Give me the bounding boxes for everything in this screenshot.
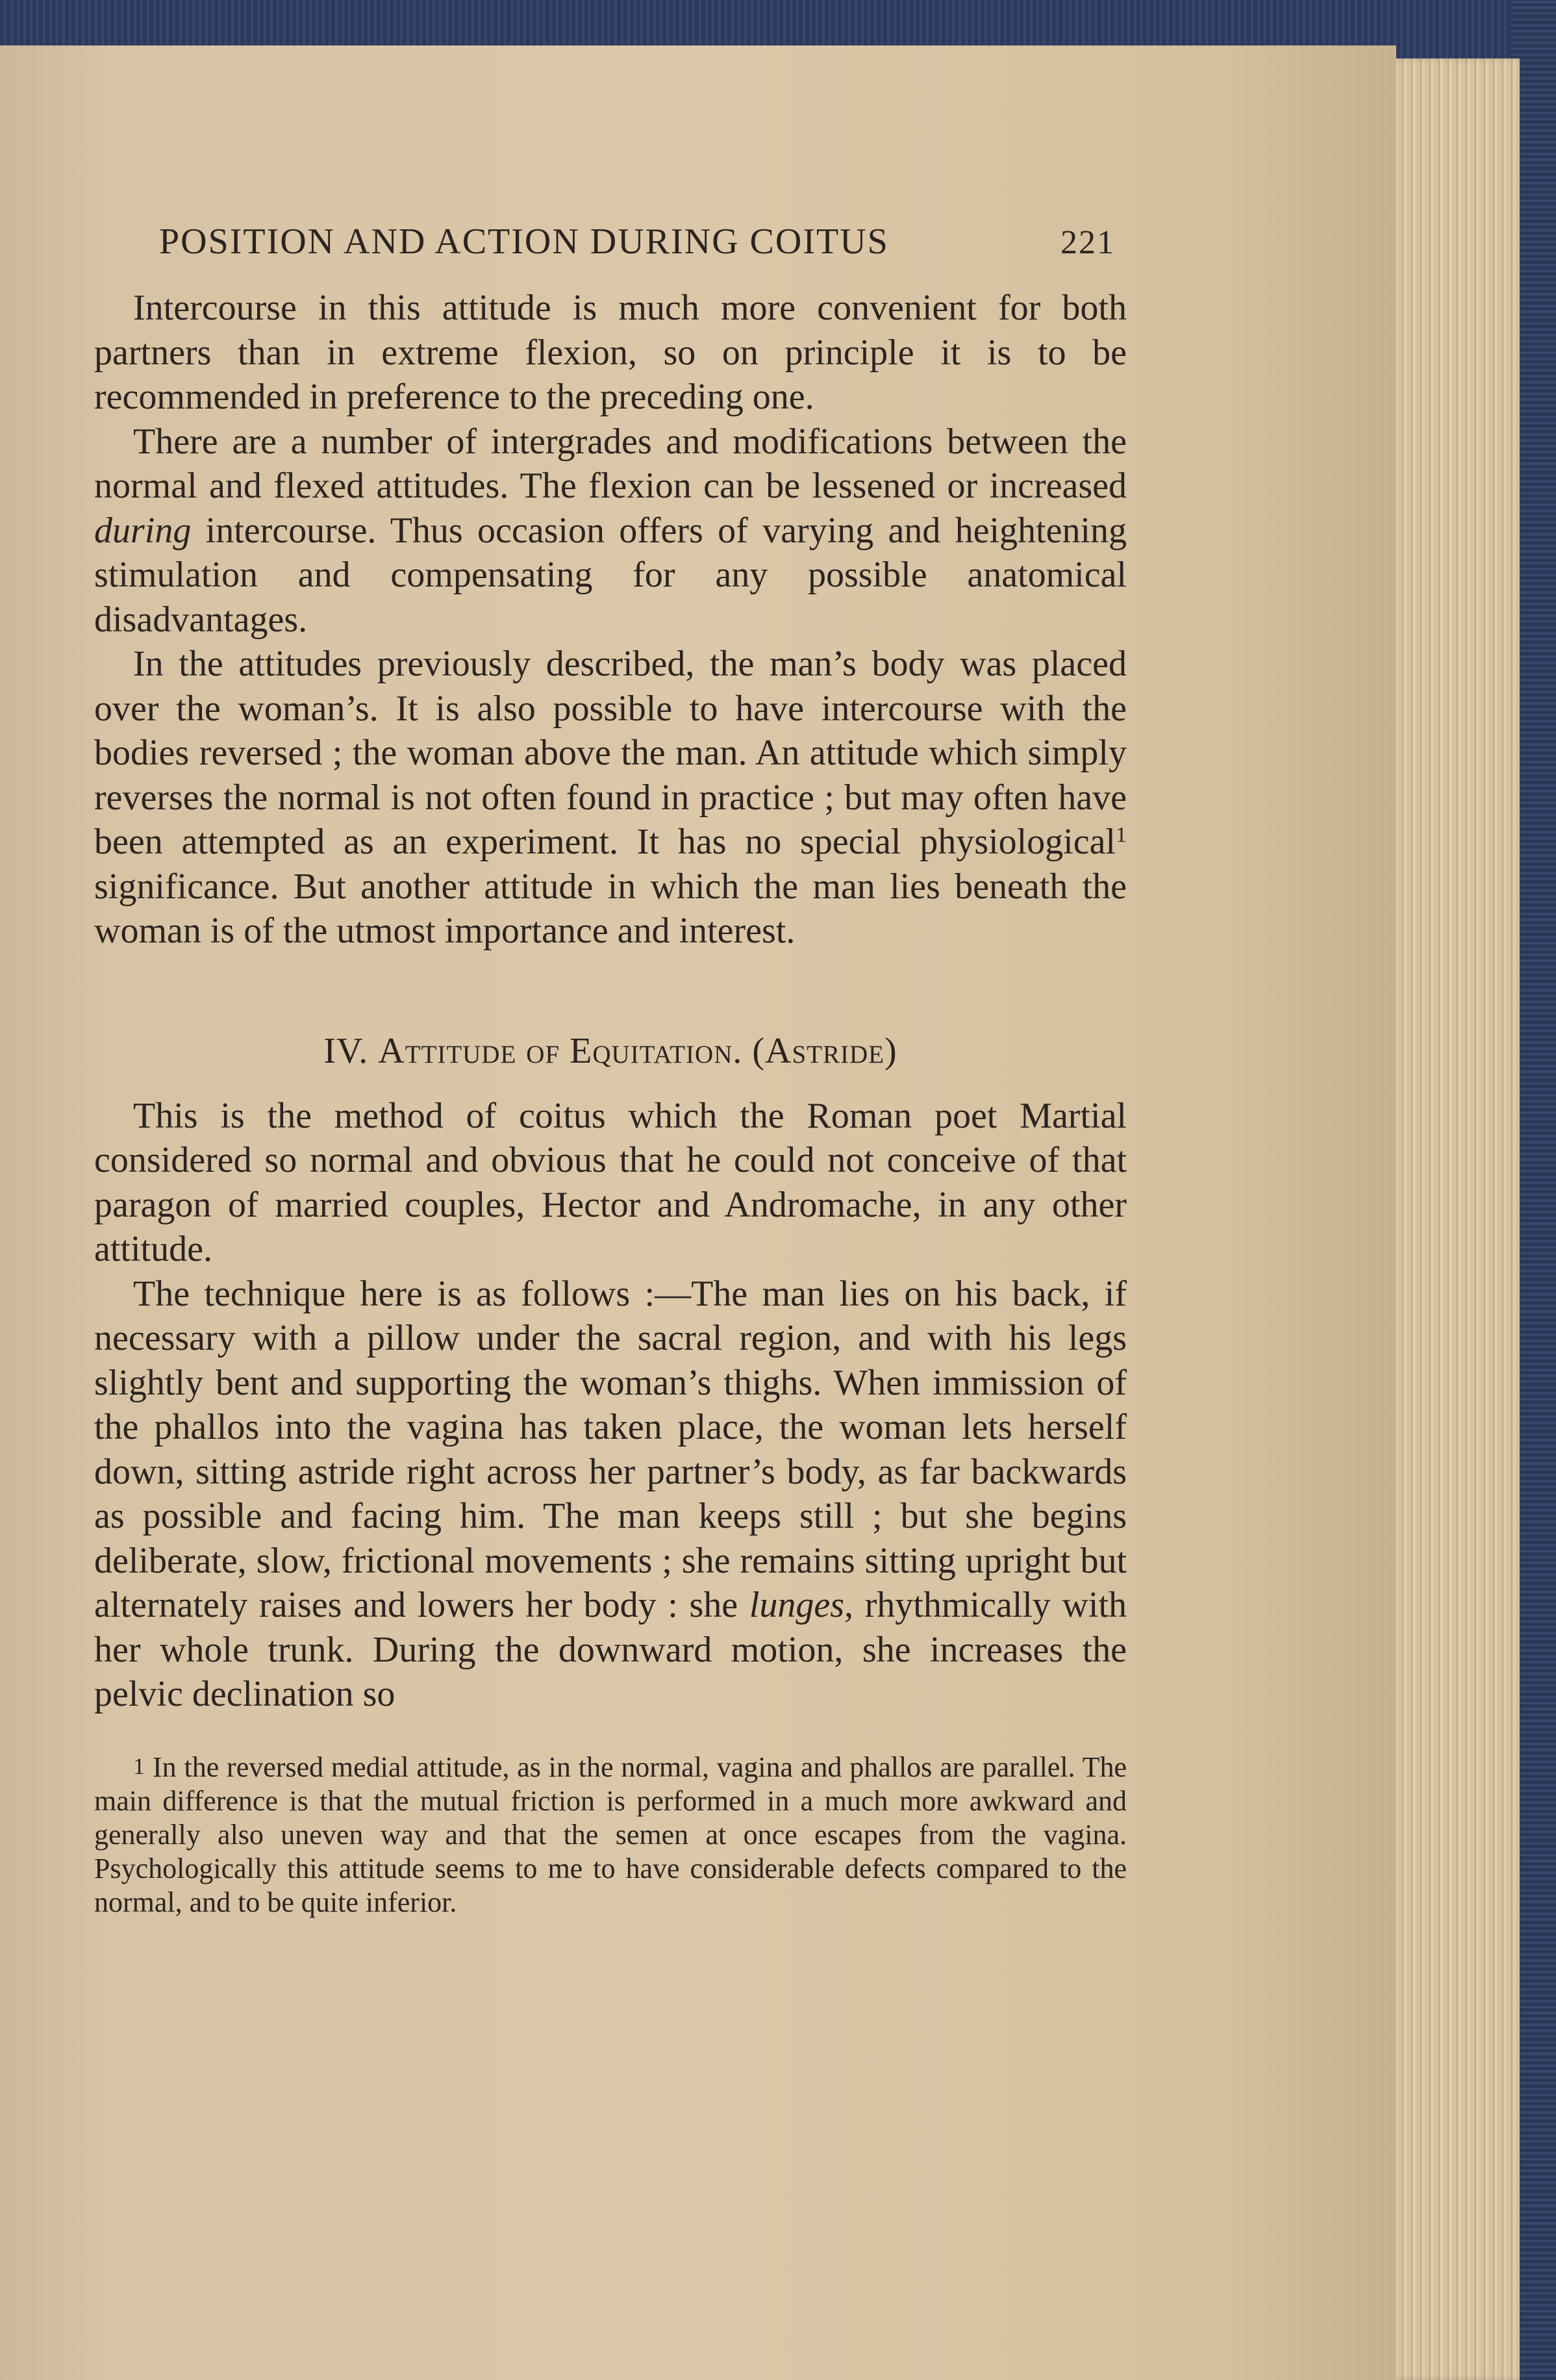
paragraph-5: The technique here is as follows :—The man lies on his back, if necessary with a pillow under the sacral region, and with his legs slightly bent and supporting the woman’s thighs. When immission of the phallos into the vagina has taken place, the woman lets herself down, sitting astride right across her partner’s body, as far backwards as possible and facing him. The man keeps still ; but she begins deliberate, slow, frictional movements ; she remains sitting upright but alternately raises and lowers her body : she lunges, rhythmically with her whole trunk. During the downward motion, she increases the pelvic declination so bbox=[94, 1273, 1127, 1714]
running-title: POSITION AND ACTION DURING COITUS bbox=[159, 222, 889, 262]
page-text-block bbox=[94, 221, 1127, 1919]
page-number: 221 bbox=[1060, 224, 1115, 261]
section-heading bbox=[94, 1030, 1127, 1072]
paragraph-2: There are a number of intergrades and modifications between the normal and flexed attitudes. The flexion can be lessened or increased during intercourse. Thus occasion offers of varying and heightening stimulation and compensating for any possible anatomical disadvantages. bbox=[94, 421, 1127, 640]
footnote-reference: 1 bbox=[1116, 823, 1127, 847]
section-numeral: IV. bbox=[323, 1030, 369, 1071]
footnote-number: 1 bbox=[133, 1753, 145, 1779]
paragraph-4: This is the method of coitus which the Roman poet Martial considered so normal and obvious that he could not conceive of that paragon of married couples, Hector and Andromache, in any other attitude. bbox=[94, 1095, 1127, 1269]
footnote bbox=[94, 1749, 1127, 1919]
section-title: Attitude of Equitation. bbox=[378, 1030, 743, 1071]
footnote-text: In the reversed medial attitude, as in the normal, vagina and phallos are parallel. The main difference is that the mutual friction is performed in a much more awkward and generally also uneven way and that the semen at once escapes from the vagina. Psychologically this attitude seems to me to have considerable defects compared to the normal, and to be quite inferior. bbox=[94, 1751, 1127, 1918]
running-head bbox=[159, 221, 1127, 262]
paragraph-3: In the attitudes previously described, the man’s body was placed over the woman’s. It is also possible to have intercourse with the bodies reversed ; the woman above the man. An attitude which simply reverses the normal is not often found in practice ; but may often have been attempted as an experiment. It has no special physiological$^1$ significance. But another attitude in which the man lies beneath the woman is of the utmost importance and interest. bbox=[94, 644, 1127, 951]
paragraph-1: Intercourse in this attitude is much more convenient for both partners than in extreme flexion, so on principle it is to be recommended in preference to the preceding one. bbox=[94, 288, 1127, 417]
emphasis-lunges: lunges bbox=[749, 1585, 845, 1625]
section-subtitle: (Astride) bbox=[752, 1030, 897, 1071]
emphasis-during: during bbox=[94, 510, 192, 551]
